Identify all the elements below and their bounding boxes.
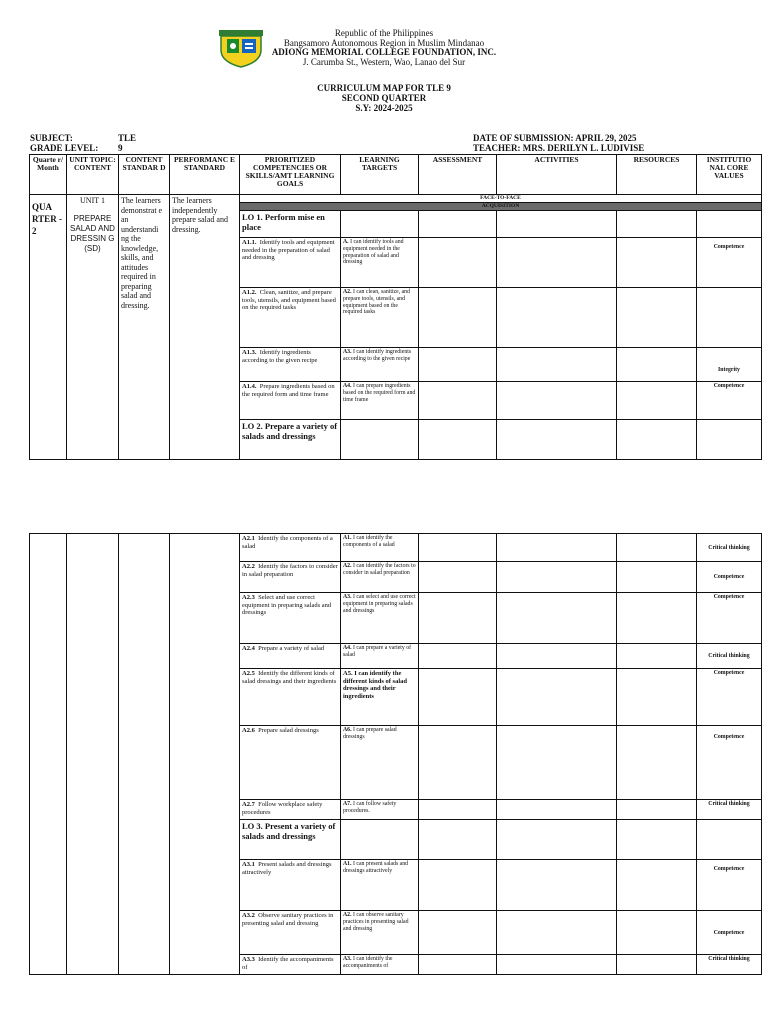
target-cell: A2. I can observe sanitary practices in presenting salad and dressing <box>341 911 419 955</box>
lo2-heading: LO 2. Prepare a variety of salads and dressings <box>240 420 341 460</box>
acquisition-band: ACQUISITION <box>240 203 762 211</box>
core-value <box>697 288 762 348</box>
col-assessment: ASSESSMENT <box>419 155 497 195</box>
core-value: Competence <box>697 669 762 726</box>
col-activities: ACTIVITIES <box>497 155 617 195</box>
core-value: Competence <box>697 911 762 955</box>
col-core-values: INSTITUTIO NAL CORE VALUES <box>697 155 762 195</box>
title-line-2: SECOND QUARTER <box>341 93 427 103</box>
core-value: Critical thinking <box>697 800 762 820</box>
core-value: Competence <box>697 238 762 288</box>
core-value: Critical thinking <box>697 955 762 975</box>
competency-cell: A2.5 Identify the different kinds of salad dressings and their ingredients <box>240 669 341 726</box>
competency-cell: A1.1. Identify tools and equipment needed in the preparation of salad and dressing <box>240 238 341 288</box>
table-row <box>30 534 762 562</box>
subject-value: TLE <box>118 133 137 143</box>
core-value: Competence <box>697 562 762 593</box>
competency-cell: A3.2 Observe sanitary practices in presenting salad and dressing <box>240 911 341 955</box>
header-line-address: J. Carumba St., Western, Wao, Lanao del Sur <box>302 56 466 67</box>
lo3-heading: LO 3. Present a variety of salads and dressings <box>240 820 341 860</box>
quarter-cell: QUA RTER - 2 <box>30 195 67 460</box>
lo1-heading: LO 1. Perform mise en place <box>240 211 341 238</box>
competency-cell: A3.3 Identify the accompaniments of <box>240 955 341 975</box>
target-cell: A2. I can identify the factors to consider in salad preparation <box>341 562 419 593</box>
core-value: Competence <box>697 382 762 420</box>
content-standard-cell: The learners demonstrat e an understandi ng the knowledge, skills, and attitudes required in preparing salad and dressing. <box>119 195 170 460</box>
competency-cell: A1.3. Identify ingredients according to the given recipe <box>240 348 341 382</box>
col-learning-targets: LEARNING TARGETS <box>341 155 419 195</box>
competency-cell: A2.4 Prepare a variety of salad <box>240 644 341 669</box>
core-value: Competence <box>697 593 762 644</box>
header-line-school: ADIONG MEMORIAL COLLEGE FOUNDATION, INC. <box>271 47 497 57</box>
target-cell: A5. I can identify the different kinds of salad dressings and their ingredients <box>341 669 419 726</box>
target-cell: A3. I can identify the accompaniments of <box>341 955 419 975</box>
col-unit: UNIT TOPIC: CONTENT <box>67 155 119 195</box>
col-content-standard: CONTENT STANDAR D <box>119 155 170 195</box>
submission-date: DATE OF SUBMISSION: APRIL 29, 2025 <box>473 133 637 143</box>
title-line-1: CURRICULUM MAP FOR TLE 9 <box>317 83 451 93</box>
col-performance-standard: PERFORMANC E STANDARD <box>170 155 240 195</box>
core-value: Competence <box>697 860 762 911</box>
title-line-3: S.Y: 2024-2025 <box>355 103 413 113</box>
document-title <box>0 83 768 113</box>
competency-cell: A2.6 Prepare salad dressings <box>240 726 341 800</box>
competency-cell: A1.4. Prepare ingredients based on the required form and time frame <box>240 382 341 420</box>
col-competencies: PRIORITIZED COMPETENCIES OR SKILLS/AMT LEARNING GOALS <box>240 155 341 195</box>
teacher-name: TEACHER: MRS. DERILYN L. LUDIVISE <box>473 143 645 153</box>
target-cell: A6. I can prepare salad dressings <box>341 726 419 800</box>
target-cell: A1. I can identify the components of a salad <box>341 534 419 562</box>
competency-cell: A1.2. Clean, sanitize, and prepare tools, utensils, and equipment based on the required tasks <box>240 288 341 348</box>
core-value: Critical thinking <box>697 644 762 669</box>
grade-value: 9 <box>118 143 123 153</box>
grade-label: GRADE LEVEL: <box>30 143 99 153</box>
target-cell: A4. I can prepare ingredients based on the required form and time frame <box>341 382 419 420</box>
document-header <box>0 29 768 67</box>
curriculum-table-page1 <box>29 154 762 460</box>
target-cell: A3. I can select and use correct equipment in preparing salads and dressings <box>341 593 419 644</box>
core-value: Competence <box>697 726 762 800</box>
target-cell: A4. I can prepare a variety of salad <box>341 644 419 669</box>
competency-cell: A2.7 Follow workplace safety procedures <box>240 800 341 820</box>
curriculum-table-page2 <box>29 533 762 975</box>
core-value: Critical thinking <box>697 534 762 562</box>
subject-label: SUBJECT: <box>30 133 73 143</box>
target-cell: A2. I can clean, sanitize, and prepare tools, utensils, and equipment based on the required tasks <box>341 288 419 348</box>
header-line-region: Bangsamoro Autonomous Region in Muslim Mindanao <box>283 37 485 48</box>
col-resources: RESOURCES <box>617 155 697 195</box>
target-cell: A3. I can identify ingredients according to the given recipe <box>341 348 419 382</box>
header-row <box>30 155 762 195</box>
target-cell: A. I can identify tools and equipment needed in the preparation of salad and dressing <box>341 238 419 288</box>
unit-label: UNIT 1 <box>80 196 105 205</box>
unit-topic: PREPARE SALAD AND DRESSIN G (SD) <box>70 214 115 253</box>
core-value: Integrity <box>697 348 762 382</box>
competency-cell: A2.3 Select and use correct equipment in preparing salads and dressings <box>240 593 341 644</box>
performance-standard-cell: The learners independently prepare salad and dressing. <box>170 195 240 460</box>
target-cell: A1. I can present salads and dressings attractively <box>341 860 419 911</box>
competency-cell: A2.1 Identify the components of a salad <box>240 534 341 562</box>
header-line-republic: Republic of the Philippines <box>334 28 434 38</box>
competency-cell: A3.1 Present salads and dressings attractively <box>240 860 341 911</box>
col-quarter: Quarte r/ Month <box>30 155 67 195</box>
competency-cell: A2.2 Identify the factors to consider in salad preparation <box>240 562 341 593</box>
face-to-face-band: FACE-TO-FACE <box>240 195 762 203</box>
unit-cell <box>67 195 119 460</box>
target-cell: A7. I can follow safety procedures. <box>341 800 419 820</box>
